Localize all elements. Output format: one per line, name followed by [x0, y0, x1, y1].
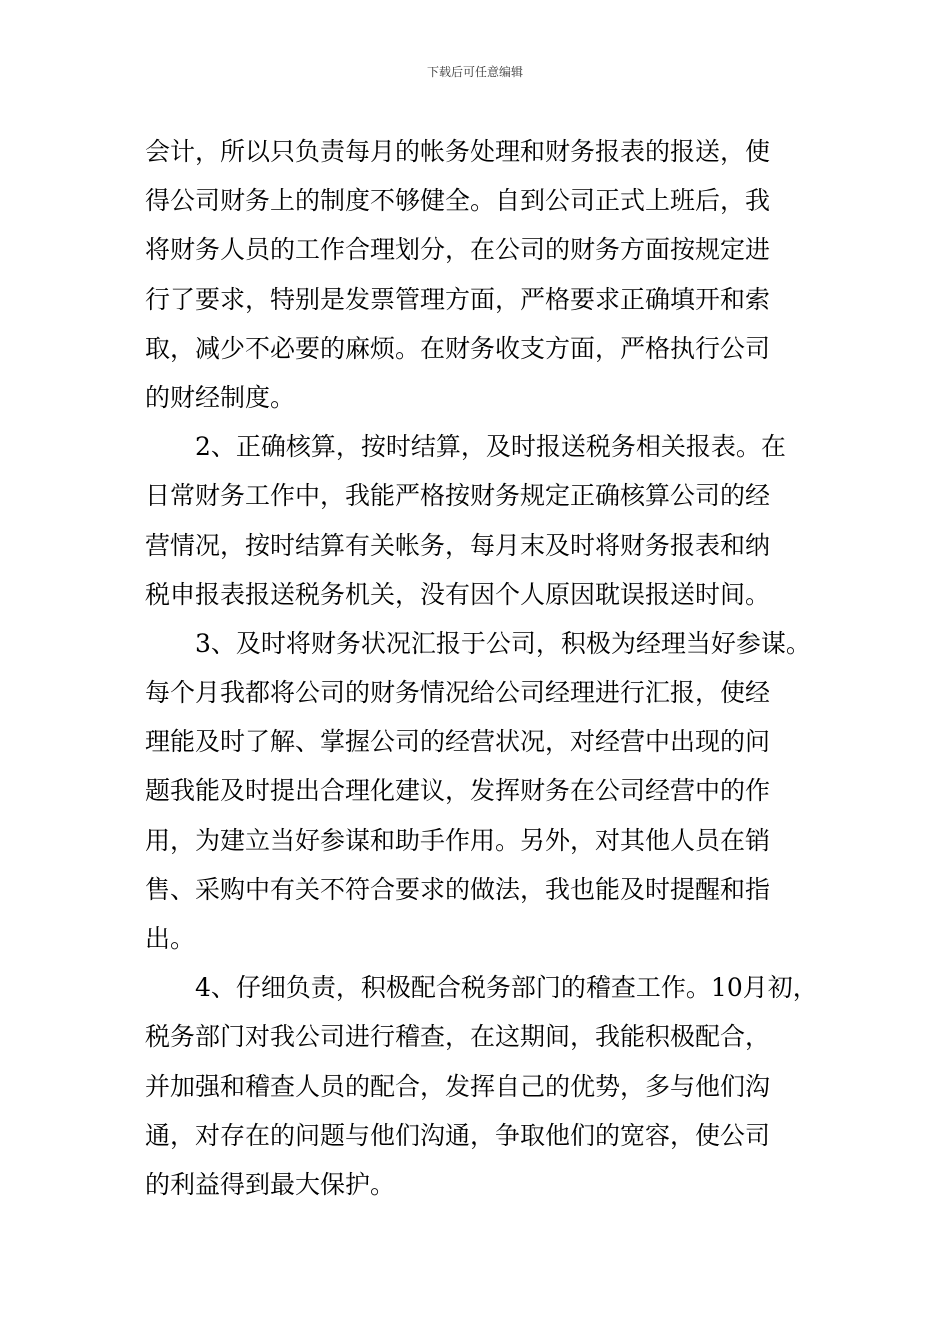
text-line: 行了要求，特别是发票管理方面，严格要求正确填开和索 — [145, 284, 771, 314]
document-body — [145, 127, 817, 1209]
text-line: 通，对存在的问题与他们沟通，争取他们的宽容，使公司 — [145, 1120, 771, 1150]
text-line: 3、及时将财务状况汇报于公司，积极为经理当好参谋。 — [195, 628, 811, 658]
paragraph — [145, 619, 817, 963]
text-line: 的财经制度。 — [145, 382, 296, 412]
text-line: 会计，所以只负责每月的帐务处理和财务报表的报送，使 — [145, 137, 771, 166]
text-line: 将财务人员的工作合理划分，在公司的财务方面按规定进 — [145, 235, 771, 265]
text-line: 取，减少不必要的麻烦。在财务收支方面，严格执行公司 — [145, 333, 771, 363]
text-line: 题我能及时提出合理化建议，发挥财务在公司经营中的作 — [145, 776, 771, 806]
text-line: 2、正确核算，按时结算，及时报送税务相关报表。在 — [195, 432, 786, 462]
paragraph — [145, 127, 817, 422]
text-line: 得公司财务上的制度不够健全。自到公司正式上班后，我 — [145, 186, 771, 216]
text-line: 理能及时了解、掌握公司的经营状况，对经营中出现的问 — [145, 727, 771, 757]
paragraph — [145, 963, 817, 1209]
page-header: 下载后可任意编辑 — [426, 65, 523, 79]
text-line: 售、采购中有关不符合要求的做法，我也能及时提醒和指 — [145, 874, 771, 904]
text-line: 日常财务工作中，我能严格按财务规定正确核算公司的经 — [145, 481, 771, 511]
paragraph — [145, 422, 817, 619]
text-line: 营情况，按时结算有关帐务，每月末及时将财务报表和纳 — [145, 530, 771, 560]
text-line: 税务部门对我公司进行稽查，在这期间，我能积极配合， — [145, 1022, 771, 1052]
text-line: 用，为建立当好参谋和助手作用。另外，对其他人员在销 — [145, 825, 771, 855]
text-line: 出。 — [145, 924, 196, 953]
text-line: 并加强和稽查人员的配合，发挥自己的优势，多与他们沟 — [145, 1071, 771, 1101]
text-line: 的利益得到最大保护。 — [145, 1169, 396, 1199]
text-line: 4、仔细负责，积极配合税务部门的稽查工作。10月初， — [195, 973, 818, 1003]
text-line: 每个月我都将公司的财务情况给公司经理进行汇报，使经 — [145, 678, 771, 708]
text-line: 税申报表报送税务机关，没有因个人原因耽误报送时间。 — [145, 579, 771, 609]
